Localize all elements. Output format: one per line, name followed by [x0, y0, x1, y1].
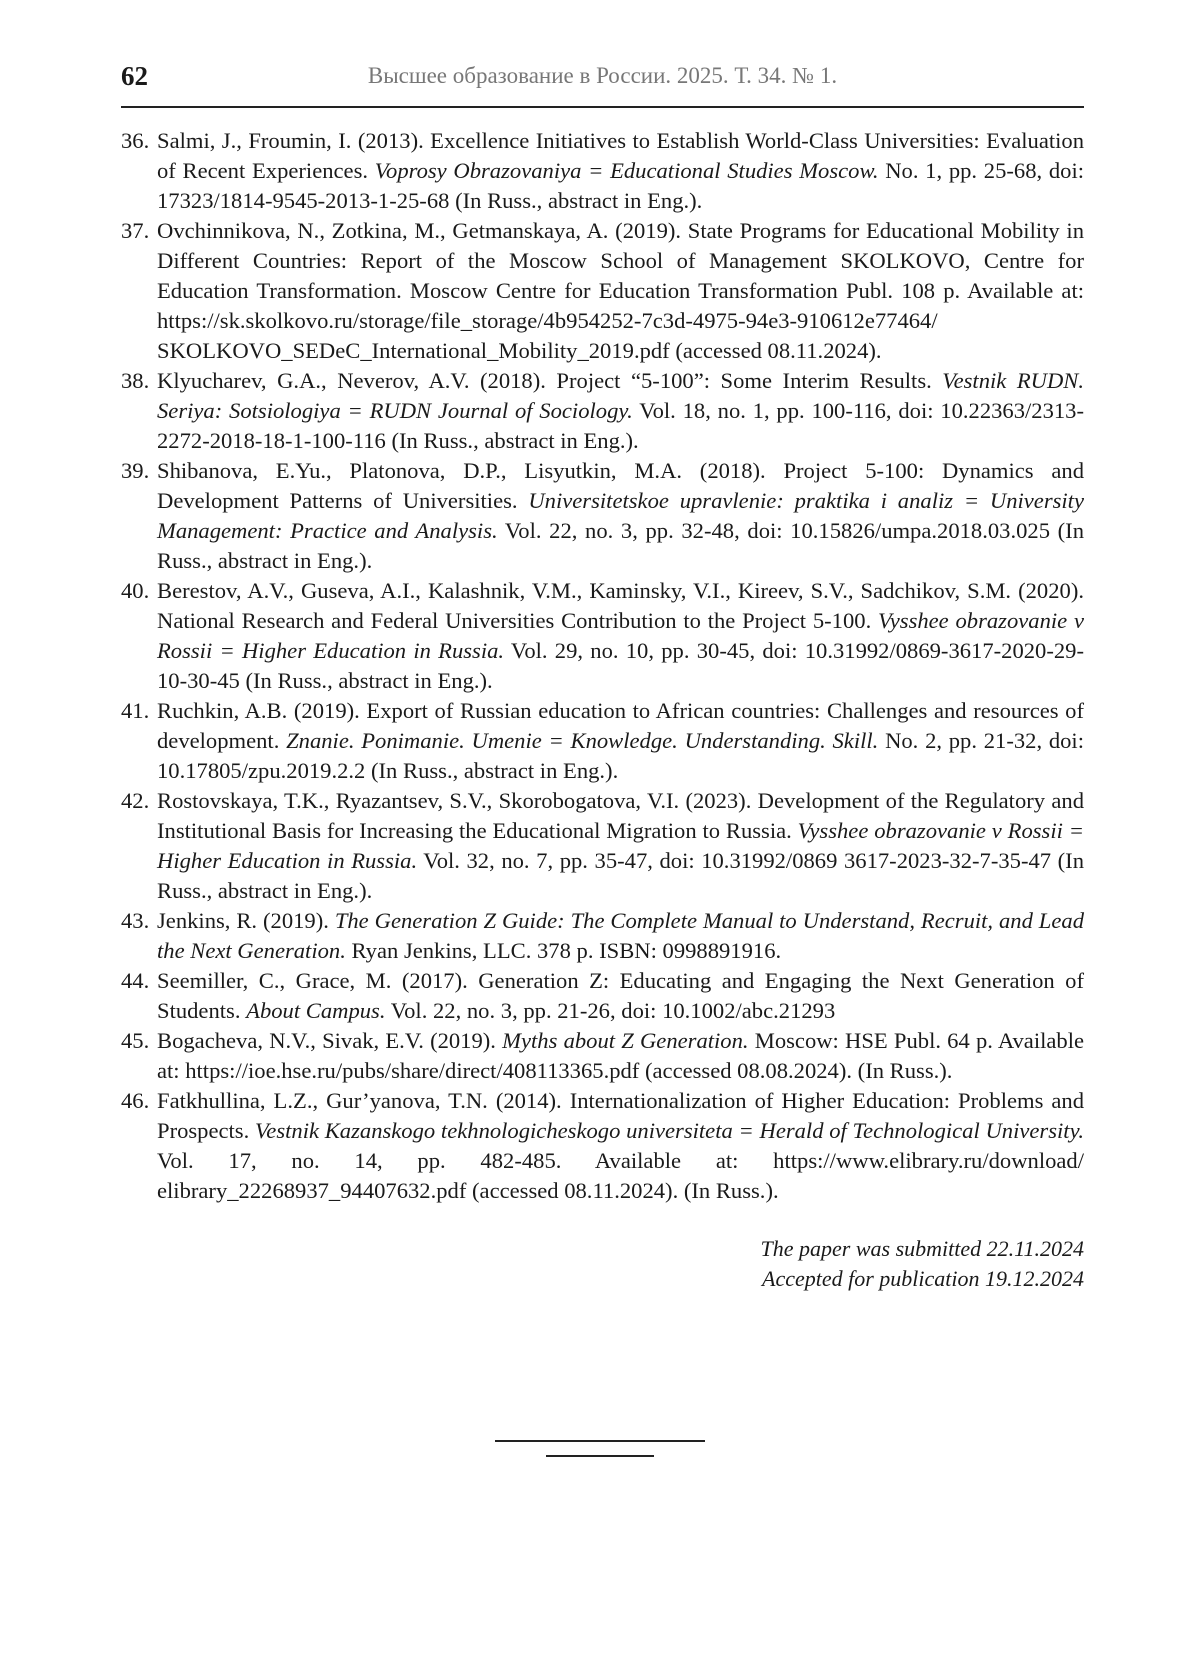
- submission-dates: [761, 1234, 1084, 1294]
- reference-text: Vol. 29, no. 10, pp. 30-45, doi: 10.31992/0869-3617-2020-29-10-30-45 (In Russ., abstract in Eng.).: [157, 638, 1084, 693]
- reference-text: Klyucharev, G.A., Neverov, A.V. (2018). Project “5-100”: Some Interim Results.: [157, 368, 943, 393]
- reference-item: [121, 786, 1084, 906]
- reference-source-title: Myths about Z Generation.: [502, 1028, 749, 1053]
- reference-text: Shibanova, E.Yu., Platonova, D.P., Lisyutkin, M.A. (2018). Project 5-100: Dynamics and Development Patterns of Universities.: [157, 458, 1084, 513]
- reference-item: [121, 366, 1084, 456]
- reference-source-title: About Campus.: [246, 998, 386, 1023]
- page-header: [121, 58, 1084, 108]
- reference-text: Vol. 17, no. 14, pp. 482-485. Available at: https://www.elibrary.ru/download/ elibrary_22268937_94407632.pdf (accessed 08.11.2024). (In Russ.).: [157, 1148, 1084, 1203]
- reference-item: [121, 1026, 1084, 1086]
- reference-source-title: Vestnik RUDN. Seriya: Sotsiologiya = RUDN Journal of Sociology.: [157, 368, 1084, 423]
- journal-title: Высшее образование в России. 2025. Т. 34. № 1.: [367, 63, 838, 88]
- accepted-date: Accepted for publication 19.12.2024: [762, 1266, 1084, 1291]
- reference-item: [121, 126, 1084, 216]
- reference-number: 39.: [121, 458, 150, 483]
- reference-item: [121, 576, 1084, 696]
- reference-source-title: Znanie. Ponimanie. Umenie = Knowledge. Understanding. Skill.: [286, 728, 879, 753]
- reference-text: No. 1, pp. 25-68, doi: 17323/1814-9545-2013-1-25-68 (In Russ., abstract in Eng.).: [157, 158, 1085, 213]
- reference-item: [121, 696, 1084, 786]
- reference-item: [121, 1086, 1084, 1206]
- reference-item: [121, 906, 1084, 966]
- reference-number: 38.: [121, 368, 150, 393]
- reference-source-title: Vysshee obrazovanie v Rossii = Higher Education in Russia.: [157, 818, 1085, 873]
- reference-text: Vol. 18, no. 1, pp. 100-116, doi: 10.22363/2313-2272-2018-18-1-100-116 (In Russ., abstract in Eng.).: [157, 398, 1085, 453]
- reference-text: Bogacheva, N.V., Sivak, E.V. (2019).: [157, 1028, 503, 1053]
- reference-text: Vol. 22, no. 3, pp. 21-26, doi: 10.1002/abc.21293: [385, 998, 836, 1023]
- reference-source-title: Vysshee obrazovanie v Rossii = Higher Education in Russia.: [157, 608, 1085, 663]
- reference-text: Ovchinnikova, N., Zotkina, M., Getmanskaya, A. (2019). State Programs for Educational Mobility in Different Countries: Report of the Moscow School of Management SKOLKOVO, Centre for Education Transformation. Moscow Centre for Education Transformation Publ. 108 p. Available at: https://sk.skolkovo.ru/storage/file_storage/4b954252-7c3d-4975-94e3-910612e77464/ SKOLKOVO_SEDeC_International_Mobility_2019.pdf (accessed 08.11.2024).: [157, 218, 1084, 363]
- reference-text: Rostovskaya, T.K., Ryazantsev, S.V., Skorobogatova, V.I. (2023). Development of the Regulatory and Institutional Basis for Increasing the Educational Migration to Russia.: [157, 788, 1084, 843]
- reference-text: Berestov, A.V., Guseva, A.I., Kalashnik, V.M., Kaminsky, V.I., Kireev, S.V., Sadchikov, S.M. (2020). National Research and Federal Universities Contribution to the Project 5-100.: [157, 578, 1084, 633]
- end-rule-long: [495, 1440, 705, 1442]
- reference-text: Vol. 32, no. 7, pp. 35-47, doi: 10.31992/0869 3617-2023-32-7-35-47 (In Russ., abstract in Eng.).: [157, 848, 1084, 903]
- reference-number: 37.: [121, 218, 150, 243]
- reference-text: Fatkhullina, L.Z., Gur’yanova, T.N. (2014). Internationalization of Higher Education: Problems and Prospects.: [157, 1088, 1084, 1143]
- reference-number: 42.: [121, 788, 150, 813]
- page-number: 62: [121, 61, 148, 91]
- reference-text: Vol. 22, no. 3, pp. 32-48, doi: 10.15826/umpa.2018.03.025 (In Russ., abstract in Eng.).: [157, 518, 1084, 573]
- reference-number: 43.: [121, 908, 150, 933]
- reference-source-title: Universitetskoe upravlenie: praktika i analiz = University Management: Practice and Analysis.: [157, 488, 1084, 543]
- reference-source-title: The Generation Z Guide: The Complete Manual to Understand, Recruit, and Lead the Next Generation.: [157, 908, 1084, 963]
- reference-source-title: Voprosy Obrazovaniya = Educational Studies Moscow.: [374, 158, 879, 183]
- reference-list: [121, 126, 1084, 1206]
- reference-number: 46.: [121, 1088, 150, 1113]
- reference-item: [121, 216, 1084, 366]
- reference-number: 41.: [121, 698, 150, 723]
- reference-number: 44.: [121, 968, 150, 993]
- reference-text: No. 2, pp. 21-32, doi: 10.17805/zpu.2019.2.2 (In Russ., abstract in Eng.).: [157, 728, 1084, 783]
- reference-item: [121, 966, 1084, 1026]
- reference-text: Ruchkin, A.B. (2019). Export of Russian education to African countries: Challenges and resources of development.: [157, 698, 1084, 753]
- reference-text: Jenkins, R. (2019).: [157, 908, 335, 933]
- reference-number: 45.: [121, 1028, 150, 1053]
- reference-text: Seemiller, C., Grace, M. (2017). Generation Z: Educating and Engaging the Next Generation of Students.: [157, 968, 1084, 1023]
- reference-text: Moscow: HSE Publ. 64 p. Available at: https://ioe.hse.ru/pubs/share/direct/408113365.pdf (accessed 08.08.2024). (In Russ.).: [157, 1028, 1085, 1083]
- submitted-date: The paper was submitted 22.11.2024: [760, 1236, 1084, 1261]
- reference-text: Salmi, J., Froumin, I. (2013). Excellence Initiatives to Establish World-Class Universities: Evaluation of Recent Experiences.: [157, 128, 1084, 183]
- reference-item: [121, 456, 1084, 576]
- reference-text: Ryan Jenkins, LLC. 378 p. ISBN: 0998891916.: [345, 938, 782, 963]
- end-rule-short: [546, 1455, 654, 1457]
- reference-number: 40.: [121, 578, 150, 603]
- reference-number: 36.: [121, 128, 150, 153]
- reference-source-title: Vestnik Kazanskogo tekhnologicheskogo universiteta = Herald of Technological University.: [255, 1118, 1084, 1143]
